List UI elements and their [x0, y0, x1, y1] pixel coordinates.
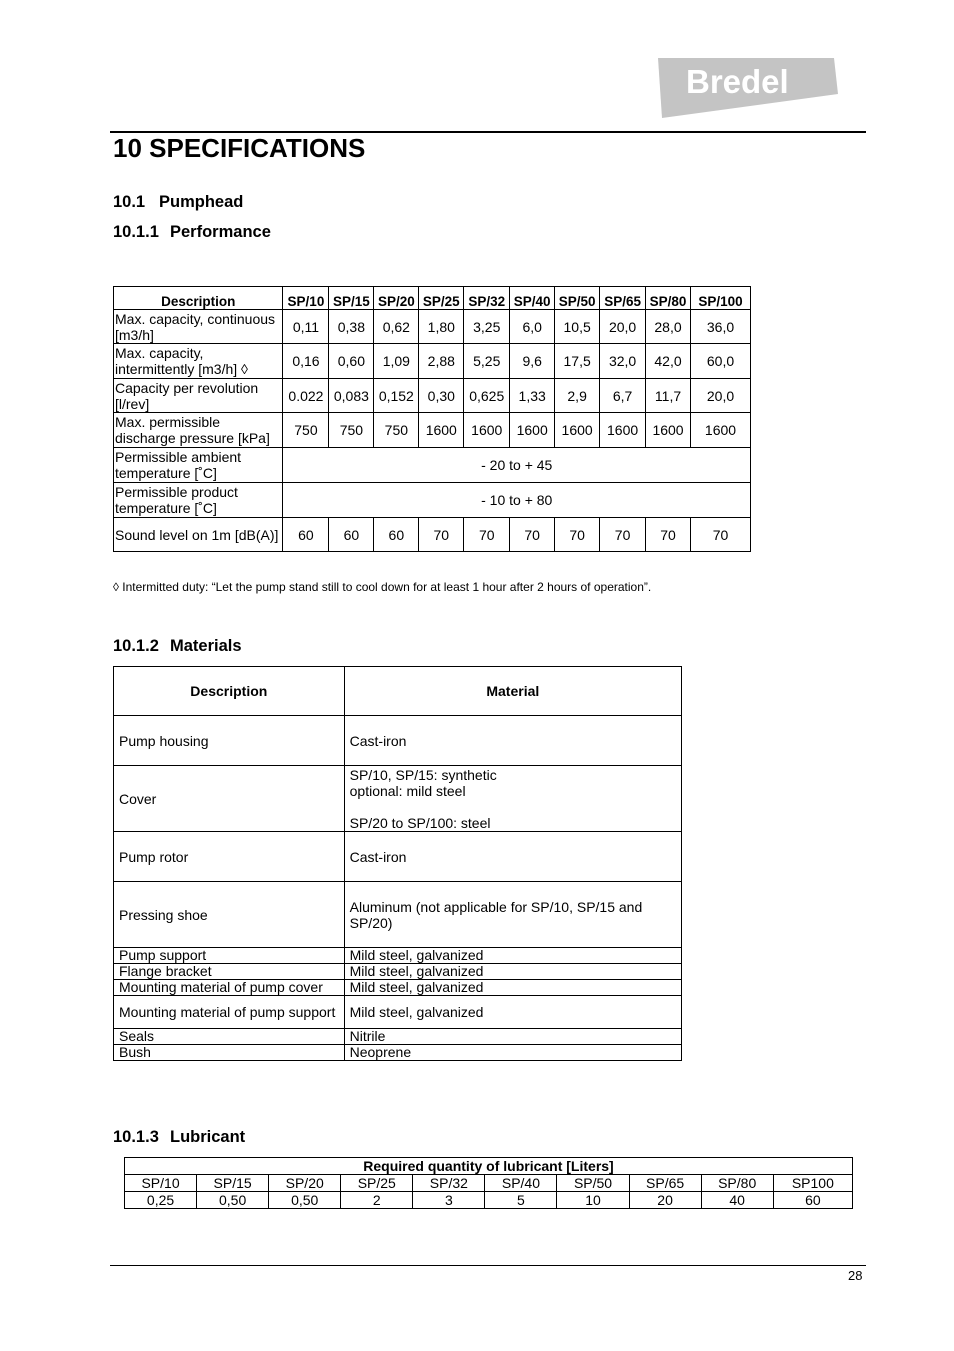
materials-row-description: Pressing shoe — [114, 882, 345, 948]
performance-header-cell: SP/10 — [283, 287, 329, 310]
materials-row — [114, 716, 682, 766]
section-number: 10.1 — [113, 193, 146, 211]
performance-value-cell: 70 — [555, 518, 600, 552]
performance-row-description: Permissible product temperature [˚C] — [114, 483, 283, 518]
performance-row-description: Permissible ambient temperature [˚C] — [114, 448, 283, 483]
performance-table — [113, 286, 751, 552]
materials-row-description: Pump housing — [114, 716, 345, 766]
performance-row-description: Capacity per revolution [l/rev] — [114, 379, 283, 413]
lubricant-model-cell: SP/65 — [629, 1175, 701, 1192]
performance-value-cell: 0,30 — [419, 379, 464, 413]
lubricant-table-title: Required quantity of lubricant [Liters] — [125, 1158, 853, 1175]
performance-value-cell: 36,0 — [691, 310, 751, 344]
section-label: Lubricant — [170, 1128, 246, 1146]
performance-value-cell: 0.022 — [283, 379, 329, 413]
materials-row — [114, 832, 682, 882]
materials-row-material — [344, 996, 681, 1029]
performance-value-cell: 70 — [691, 518, 751, 552]
section-heading-pumphead — [113, 192, 243, 212]
lubricant-model-cell: SP/15 — [197, 1175, 269, 1192]
performance-value-cell: 1600 — [464, 413, 510, 448]
performance-header-cell: SP/100 — [691, 287, 751, 310]
materials-row-description: Seals — [114, 1029, 345, 1045]
materials-row-material — [344, 1045, 681, 1061]
performance-value-cell: 750 — [374, 413, 419, 448]
performance-value-cell: 10,5 — [555, 310, 600, 344]
performance-value-cell: 0,16 — [283, 344, 329, 379]
performance-value-cell: 0,62 — [374, 310, 419, 344]
performance-header-row — [114, 287, 751, 310]
section-label: Materials — [170, 637, 242, 655]
performance-value-cell: 1,33 — [510, 379, 555, 413]
material-line: Nitrile — [349, 1028, 386, 1044]
performance-row — [114, 518, 751, 552]
lubricant-quantity-cell: 40 — [701, 1192, 773, 1209]
performance-value-cell: 1600 — [419, 413, 464, 448]
performance-value-cell: 60,0 — [691, 344, 751, 379]
performance-value-cell: 60 — [329, 518, 374, 552]
performance-header-cell: SP/15 — [329, 287, 374, 310]
performance-value-cell: 70 — [419, 518, 464, 552]
material-line: Cast-iron — [349, 732, 407, 749]
performance-value-cell: 20,0 — [600, 310, 646, 344]
lubricant-table — [124, 1157, 853, 1209]
material-line: SP/10, SP/15: synthetic — [349, 766, 497, 783]
performance-range-cell: - 10 to + 80 — [283, 483, 751, 518]
materials-row-description: Mounting material of pump cover — [114, 980, 345, 996]
performance-value-cell: 0,38 — [329, 310, 374, 344]
materials-row — [114, 1029, 682, 1045]
performance-header-cell: SP/80 — [646, 287, 691, 310]
lubricant-model-cell: SP/25 — [341, 1175, 413, 1192]
performance-value-cell: 0,625 — [464, 379, 510, 413]
lubricant-quantity-cell: 3 — [413, 1192, 485, 1209]
performance-value-cell: 1,80 — [419, 310, 464, 344]
performance-value-cell: 0,60 — [329, 344, 374, 379]
materials-row-material — [344, 980, 681, 996]
performance-value-cell: 70 — [646, 518, 691, 552]
section-heading-lubricant — [113, 1127, 245, 1147]
materials-row-description: Cover — [114, 766, 345, 832]
material-line: Mild steel, galvanized — [349, 947, 484, 963]
performance-row — [114, 483, 751, 518]
lubricant-quantity-cell: 20 — [629, 1192, 701, 1209]
material-line: Mild steel, galvanized — [349, 1004, 484, 1020]
materials-header-cell: Description — [114, 667, 345, 716]
materials-row-material — [344, 832, 681, 882]
materials-header-cell: Material — [344, 667, 681, 716]
section-label: Pumphead — [159, 193, 244, 211]
materials-row-description: Pump rotor — [114, 832, 345, 882]
performance-header-cell: SP/40 — [510, 287, 555, 310]
materials-row — [114, 882, 682, 948]
performance-value-cell: 70 — [600, 518, 646, 552]
performance-value-cell: 9,6 — [510, 344, 555, 379]
performance-value-cell: 20,0 — [691, 379, 751, 413]
performance-row — [114, 413, 751, 448]
performance-value-cell: 2,88 — [419, 344, 464, 379]
performance-header-cell: SP/20 — [374, 287, 419, 310]
performance-range-cell: - 20 to + 45 — [283, 448, 751, 483]
performance-value-cell: 0,11 — [283, 310, 329, 344]
material-line — [350, 799, 681, 815]
performance-value-cell: 0,152 — [374, 379, 419, 413]
materials-row-material — [344, 882, 681, 948]
lubricant-model-cell: SP/10 — [125, 1175, 197, 1192]
lubricant-model-cell: SP/20 — [269, 1175, 341, 1192]
performance-value-cell: 1600 — [555, 413, 600, 448]
page-title: 10 SPECIFICATIONS — [113, 133, 366, 163]
lubricant-model-cell: SP/50 — [557, 1175, 629, 1192]
lubricant-quantities-row — [125, 1192, 853, 1209]
performance-value-cell: 6,7 — [600, 379, 646, 413]
lubricant-quantity-cell: 0,50 — [197, 1192, 269, 1209]
performance-value-cell: 32,0 — [600, 344, 646, 379]
section-number: 10.1.2 — [113, 637, 159, 655]
performance-value-cell: 70 — [510, 518, 555, 552]
performance-value-cell: 3,25 — [464, 310, 510, 344]
performance-row-description: Max. capacity, intermittently [m3/h] ◊ — [114, 344, 283, 379]
performance-value-cell: 1600 — [691, 413, 751, 448]
performance-value-cell: 5,25 — [464, 344, 510, 379]
material-line: SP/20 to SP/100: steel — [349, 814, 491, 831]
lubricant-quantity-cell: 2 — [341, 1192, 413, 1209]
materials-row-description: Mounting material of pump support — [114, 996, 345, 1029]
section-label: Performance — [170, 223, 271, 241]
footer-rule — [110, 1265, 866, 1266]
performance-value-cell: 60 — [374, 518, 419, 552]
performance-value-cell: 1,09 — [374, 344, 419, 379]
page-number: 28 — [848, 1268, 863, 1283]
materials-row-material — [344, 964, 681, 980]
performance-value-cell: 70 — [464, 518, 510, 552]
performance-row — [114, 344, 751, 379]
performance-value-cell: 60 — [283, 518, 329, 552]
materials-row-material — [344, 766, 681, 832]
performance-value-cell: 0,083 — [329, 379, 374, 413]
performance-header-cell: SP/32 — [464, 287, 510, 310]
performance-row — [114, 448, 751, 483]
materials-row — [114, 948, 682, 964]
performance-value-cell: 42,0 — [646, 344, 691, 379]
performance-header-cell: SP/25 — [419, 287, 464, 310]
performance-value-cell: 28,0 — [646, 310, 691, 344]
lubricant-model-cell: SP100 — [773, 1175, 852, 1192]
lubricant-model-cell: SP/40 — [485, 1175, 557, 1192]
section-heading-materials — [113, 636, 242, 656]
materials-row — [114, 1045, 682, 1061]
materials-row-description: Flange bracket — [114, 964, 345, 980]
materials-row — [114, 766, 682, 832]
material-line: Aluminum (not applicable for SP/10, SP/15 and SP/20) — [349, 898, 643, 931]
material-line: Cast-iron — [349, 848, 407, 865]
materials-header-row — [114, 667, 682, 716]
performance-value-cell: 1600 — [600, 413, 646, 448]
lubricant-models-row — [125, 1175, 853, 1192]
material-line: Mild steel, galvanized — [349, 963, 484, 979]
lubricant-quantity-cell: 0,50 — [269, 1192, 341, 1209]
performance-row — [114, 310, 751, 344]
bredel-logo — [656, 56, 840, 118]
material-line: optional: mild steel — [349, 782, 466, 799]
lubricant-model-cell: SP/32 — [413, 1175, 485, 1192]
performance-value-cell: 1600 — [646, 413, 691, 448]
material-line: Mild steel, galvanized — [349, 979, 484, 995]
footnote: ◊ Intermitted duty: “Let the pump stand still to cool down for at least 1 hour after 2 hours of operation”. — [113, 580, 652, 594]
performance-row — [114, 379, 751, 413]
lubricant-quantity-cell: 5 — [485, 1192, 557, 1209]
section-number: 10.1.1 — [113, 223, 159, 241]
materials-row — [114, 964, 682, 980]
materials-row-material — [344, 1029, 681, 1045]
lubricant-quantity-cell: 10 — [557, 1192, 629, 1209]
materials-row-material — [344, 716, 681, 766]
materials-table — [113, 666, 682, 1061]
performance-value-cell: 17,5 — [555, 344, 600, 379]
performance-row-description: Max. permissible discharge pressure [kPa] — [114, 413, 283, 448]
lubricant-quantity-cell: 60 — [773, 1192, 852, 1209]
materials-row — [114, 996, 682, 1029]
performance-header-cell: Description — [114, 287, 283, 310]
performance-header-cell: SP/50 — [555, 287, 600, 310]
performance-value-cell: 2,9 — [555, 379, 600, 413]
svg-text:Bredel: Bredel — [686, 63, 789, 100]
performance-value-cell: 1600 — [510, 413, 555, 448]
materials-row-description: Pump support — [114, 948, 345, 964]
performance-header-cell: SP/65 — [600, 287, 646, 310]
performance-row-description: Sound level on 1m [dB(A)] — [114, 518, 283, 552]
performance-value-cell: 750 — [329, 413, 374, 448]
materials-row-material — [344, 948, 681, 964]
section-number: 10.1.3 — [113, 1128, 159, 1146]
lubricant-model-cell: SP/80 — [701, 1175, 773, 1192]
materials-row — [114, 980, 682, 996]
section-heading-performance — [113, 222, 271, 242]
performance-value-cell: 11,7 — [646, 379, 691, 413]
lubricant-quantity-cell: 0,25 — [125, 1192, 197, 1209]
material-line: Neoprene — [349, 1044, 412, 1060]
materials-row-description: Bush — [114, 1045, 345, 1061]
performance-value-cell: 6,0 — [510, 310, 555, 344]
performance-value-cell: 750 — [283, 413, 329, 448]
performance-row-description: Max. capacity, continuous [m3/h] — [114, 310, 283, 344]
